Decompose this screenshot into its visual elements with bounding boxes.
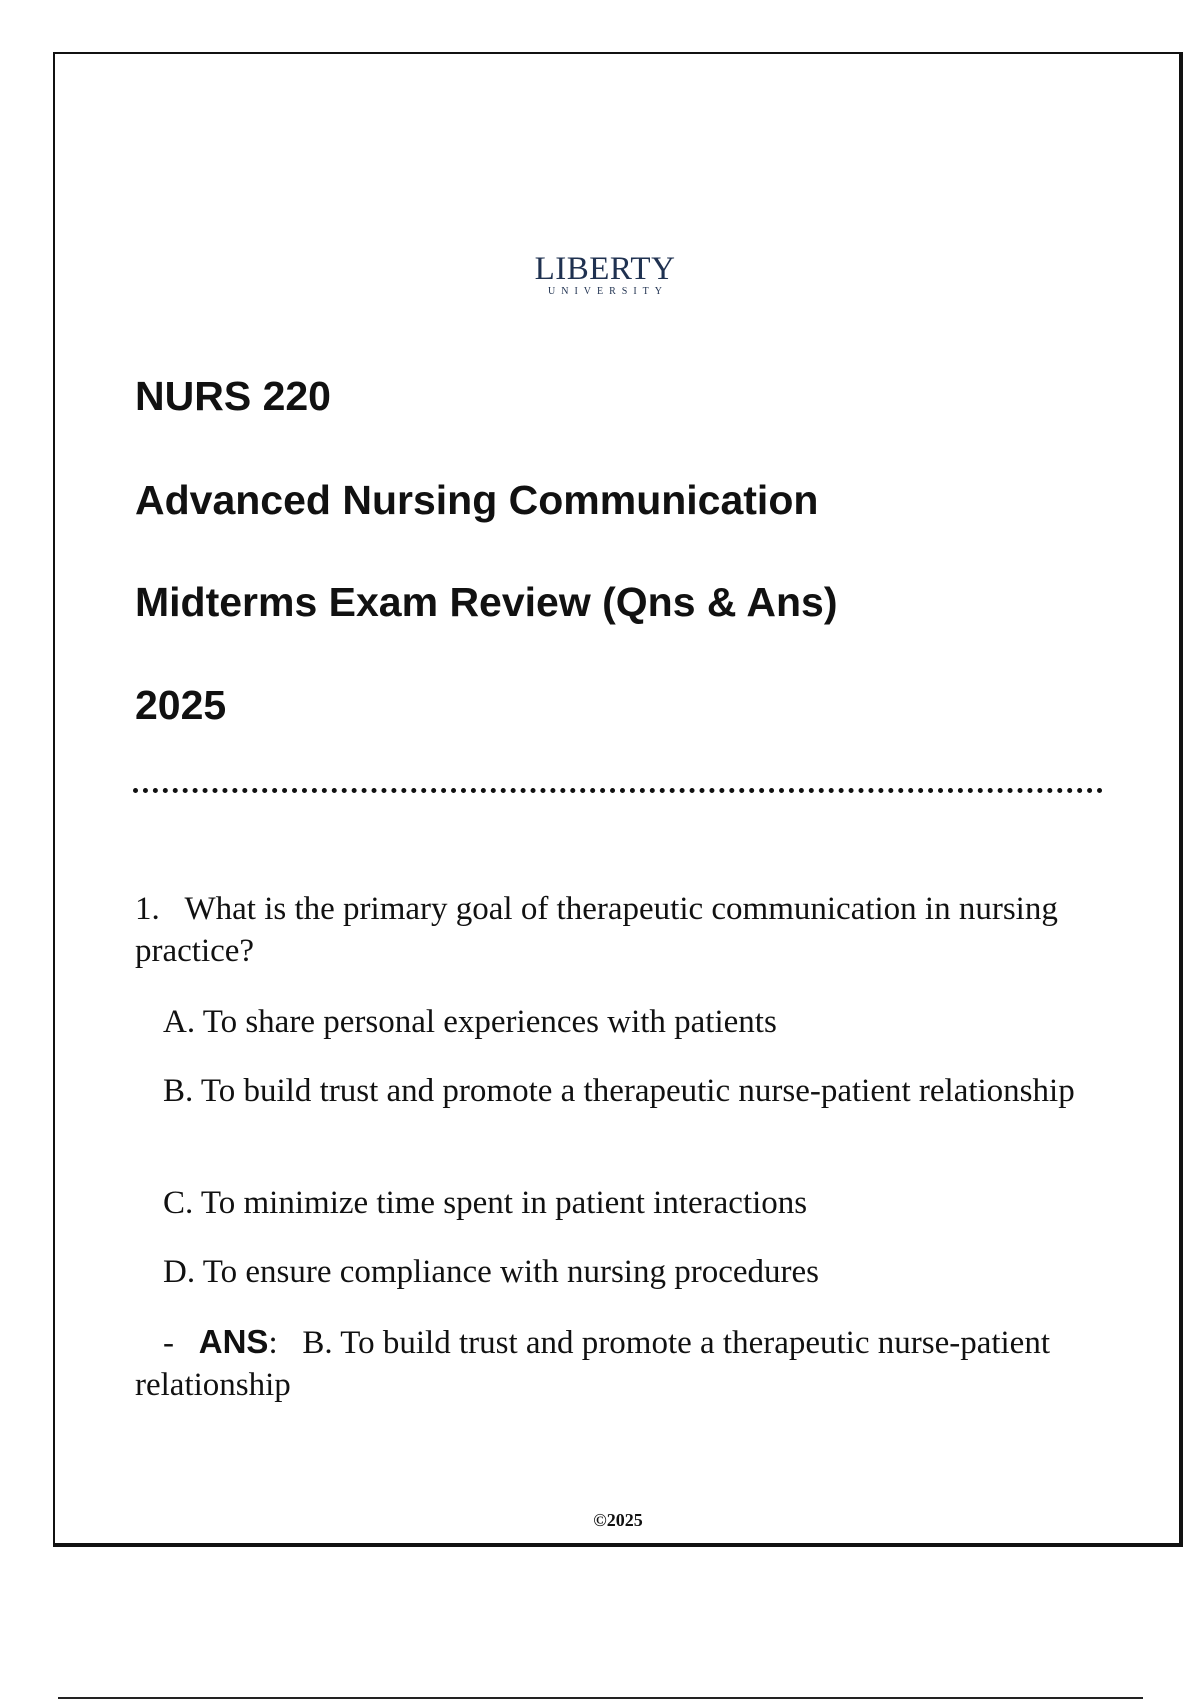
university-logo [530,252,680,298]
option-d: D. To ensure compliance with nursing procedures [163,1254,819,1290]
option-a: A. To share personal experiences with patients [163,1004,777,1040]
question-number: 1. [135,891,160,927]
option-b-text: B. To build trust and promote a therapeutic nurse-patient relationship [163,1073,1075,1109]
logo-wordmark: LIBERTY [534,251,676,287]
answer-label: ANS [198,1323,269,1360]
logo-subtitle: UNIVERSITY [548,286,668,297]
answer-text: B. To build trust and promote a therapeutic nurse-patient relationship [135,1325,1050,1403]
copyright-footer: ©2025 [593,1510,643,1530]
bottom-rule [58,1697,1143,1699]
exam-year: 2025 [135,682,227,728]
question-body: What is the primary goal of therapeutic communication in nursing practice? [135,891,1058,969]
dotted-divider [133,788,1103,793]
course-name: Advanced Nursing Communication [135,477,819,523]
exam-title: Midterms Exam Review (Qns & Ans) [135,579,838,625]
question-text [135,888,1075,972]
answer-line: - ANS: B. To build trust and promote a therapeutic nurse-patient relationship [135,1323,1050,1403]
answer-prefix: - [163,1325,174,1361]
course-code: NURS 220 [135,373,331,419]
option-c: C. To minimize time spent in patient interactions [163,1185,808,1221]
option-b [135,1070,1075,1112]
